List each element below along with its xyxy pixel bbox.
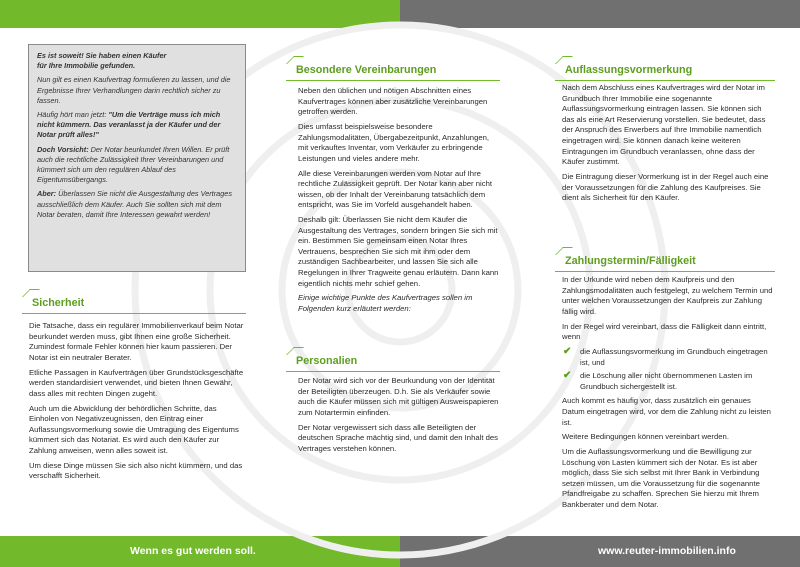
callout-paragraph-1: Nun gilt es einen Kaufvertrag formulieren zu lassen, und die Ergebnisse Ihrer Verhandlungen darin rechtlich sicher zu fassen. (37, 75, 231, 105)
heading-accent (286, 347, 304, 355)
paragraph: Alle diese Vereinbarungen werden vom Notar auf Ihre rechtliche Zulässigkeit geprüft. Der Notar kann aber nicht wissen, ob der Inhalt der Vereinbarung tatsächlich dem entspricht, was Sie im Vorfeld ausgehandelt haben. (298, 168, 492, 210)
paragraph: Auch um die Abwicklung der behördlichen Schritte, das Einholen von Negativzeugnissen, den Eintrag einer Auflassungsvormerkung sowie die Umtragung des Eigentums kümmert sich das Notariat. Es wird auch den Käufer zur Zahlung anweisen, wenn alles soweit ist. (29, 403, 239, 455)
paragraph: Weitere Bedingungen können vereinbart werden. (562, 432, 729, 442)
heading-besondere-vereinbarungen: Besondere Vereinbarungen (286, 63, 500, 81)
footer-website[interactable]: www.reuter-immobilien.info (598, 545, 736, 557)
checkmark-icon: ✔ (563, 345, 572, 357)
heading-accent (555, 56, 573, 64)
paragraph: Deshalb gilt: Überlassen Sie nicht dem Käufer die Ausgestaltung des Vertrages, sondern bringen Sie sich mit ein. Bestimmen Sie gemeinsam einen Notar Ihres Vertrauens, besprechen Sie sich mit ihm oder dem zuständigen Sachbearbeiter, und lassen Sie sich alle Regelungen in Ihrer Tragweite genau erläutern. Dann kann eigentlich nichts mehr schief gehen. (298, 215, 499, 288)
heading-personalien: Personalien (286, 354, 500, 372)
checkmark-icon: ✔ (563, 370, 572, 382)
callout-headline-2: für Ihre Immobilie gefunden. (37, 61, 136, 71)
heading-accent (555, 247, 573, 255)
callout-paragraph-4: Aber: Überlassen Sie nicht die Ausgestaltung des Vertrages ausschließlich dem Käufer. Auch Sie sollten sich mit dem Notar beraten, damit Ihre Interessen gewahrt werden! (37, 189, 232, 219)
paragraph: Um diese Dinge müssen Sie sich also nicht kümmern, und das verschafft Sicherheit. (29, 460, 243, 481)
callout-headline-1: Es ist soweit! Sie haben einen Käufer (37, 51, 167, 60)
heading-accent (286, 56, 304, 64)
paragraph: In der Regel wird vereinbart, dass die Fälligkeit dann eintritt, wenn (562, 321, 767, 342)
paragraph: Der Notar vergewissert sich dass alle Beteiligten der deutschen Sprache mächtig sind, und damit den Inhalt des Vertrages verstehen können. (298, 422, 499, 453)
paragraph: Neben den üblichen und nötigen Abschnitten eines Kaufvertrages können aber zusätzliche Vereinbarungen getroffen werden. (298, 86, 488, 117)
paragraph: In der Urkunde wird neben dem Kaufpreis und den Zahlungsmodalitäten auch festgelegt, zu welchem Termin und unter welchen Voraussetzungen der Kaufpreis zur Zahlung fällig wird. (562, 275, 773, 316)
paragraph: Auch kommt es häufig vor, dass zusätzlich ein genaues Datum eingetragen wird, vor dem die Zahlung nicht zu leisten ist. (562, 396, 771, 427)
sicherheit-text (29, 321, 247, 486)
heading-zahlungstermin: Zahlungstermin/Fälligkeit (555, 254, 775, 272)
list-item: ✔ die Auflassungsvormerkung im Grundbuch eingetragen ist, und (563, 345, 768, 367)
besondere-text (298, 86, 500, 319)
callout-paragraph-3: Doch Vorsicht: Der Notar beurkundet Ihren Willen. Er prüft auch die rechtliche Zulässigkeit Ihrer Vereinbarungen und kümmert sich um den regulären Ablauf des Eigentumsübergangs. (37, 144, 230, 185)
auflassung-text (562, 83, 775, 208)
heading-sicherheit: Sicherheit (22, 296, 246, 314)
callout-paragraph-2: Häufig hört man jetzt: "Um die Verträge muss ich mich nicht kümmern. Das veranlasst ja der Käufer und der Notar prüft alles!" (37, 110, 221, 140)
paragraph-note: Einige wichtige Punkte des Kaufvertrages sollen im Folgenden kurz erläutert werden: (298, 293, 473, 314)
top-bar-green (0, 0, 400, 28)
footer-slogan: Wenn es gut werden soll. (130, 545, 256, 557)
paragraph: Etliche Passagen in Kaufverträgen über Grundstücksgeschäfte werden standardisiert verwendet, und bieten Ihnen Gewähr, dass alles mit rechten Dingen zugeht. (29, 367, 244, 398)
intro-callout (28, 44, 246, 272)
paragraph: Der Notar wird sich vor der Beurkundung von der Identität der Beteiligten überzeugen. D.h. Sie als Verkäufer sowie auch die Käufer müssen sich mit gültigen Ausweispapieren zum Notartermin einfinden. (298, 376, 499, 417)
conditions-list (562, 347, 775, 392)
paragraph: Um die Auflassungsvormerkung und die Bewilligung zur Löschung von Lasten kümmert sich der Notar. Es ist aber möglich, dass Sie sich selbst mit Ihrer Bank in Verbindung setzen müssen, um die Voraussetzung für die sogenannte Pfandfreigabe zu schaffen. Sprechen Sie hierzu mit Ihrem Bankberater und dem Notar. (562, 447, 760, 510)
heading-auflassungsvormerkung: Auflassungsvormerkung (555, 63, 775, 81)
personalien-text (298, 376, 500, 459)
top-bar-grey (400, 0, 800, 28)
list-item: ✔ die Löschung aller nicht übernommenen Lasten im Grundbuch sichergestellt ist. (563, 370, 753, 391)
paragraph: Die Eintragung dieser Vormerkung ist in der Regel auch eine der Voraussetzungen für die Zahlung des Kaufpreises. Sie dient als Sicherheit für den Käufer. (562, 171, 769, 203)
paragraph: Nach dem Abschluss eines Kaufvertrages wird der Notar im Grundbuch Ihrer Immobilie eine sogenannte Auflassungsvormerkung eintragen lassen. Sie können sich das als eine Art Reservierung vorstellen. Sie bedeutet, dass der Anspruch des Erwerbers auf Ihre Immobilie namentlich eingetragen wird. Sie können danach keine weiteren Eintragungen im Grundbuch veranlassen, ohne dass der Käufer zustimmt. (562, 83, 766, 167)
paragraph: Dies umfasst beispielsweise besondere Zahlungsmodalitäten, Übergabezeitpunkt, Anzahlungen, mit verkauftes Inventar, vom Verkäufer zu erbringende Leistungen und vieles andere mehr. (298, 121, 490, 163)
heading-accent (22, 289, 40, 297)
paragraph: Die Tatsache, dass ein regulärer Immobilienverkauf beim Notar beurkundet werden muss, gibt Ihnen eine große Sicherheit. Zumindest formale Fehler können hier kaum passieren. Der Notar ist ein neutraler Berater. (29, 321, 244, 362)
zahlung-text (562, 275, 775, 515)
